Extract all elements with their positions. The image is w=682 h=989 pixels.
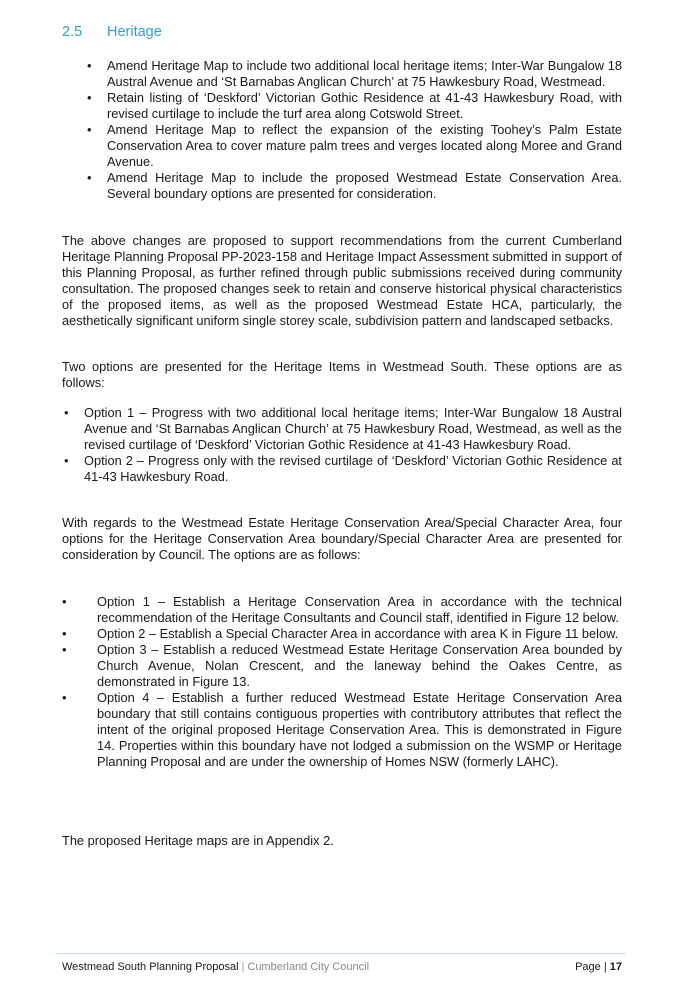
- bullet-icon: •: [62, 690, 67, 705]
- list-item: • Option 1 – Progress with two additional local heritage items; Inter-War Bungalow 18 Austral Avenue and ‘St Barnabas Anglican Church’ at 75 Hawkesbury Road, Westmead, as well as the revised curtilage of ‘Deskford’ Victorian Gothic Residence at 41-43 Hawkesbury Road.: [64, 405, 622, 452]
- section-title: Heritage: [107, 24, 162, 40]
- bullet-icon: •: [62, 594, 67, 609]
- list-item: • Option 4 – Establish a further reduced Westmead Estate Heritage Conservation Area boundary that still contains contiguous properties with contributory attributes that reflect the intent of the original proposed Heritage Conservation Area. This is demonstrated in Figure 14. Properties within this boundary have not lodged a submission on the WSMP or Heritage Planning Proposal and are under the ownership of Homes NSW (formerly LAHC).: [62, 690, 622, 769]
- footer-council: Cumberland City Council: [247, 961, 370, 973]
- page-footer: [62, 961, 622, 973]
- heritage-items-options-list: [62, 405, 622, 485]
- list-item: • Option 2 – Progress only with the revised curtilage of ‘Deskford’ Victorian Gothic Residence at 41-43 Hawkesbury Road.: [64, 453, 622, 484]
- paragraph-rationale: The above changes are proposed to support recommendations from the current Cumberland Heritage Planning Proposal PP-2023-158 and Heritage Impact Assessment submitted in support of this Planning Proposal, as further refined through public submissions received during community consultation. The proposed changes seek to retain and conserve historical physical characteristics of the proposed items, as well as the proposed Westmead Estate HCA, particularly, the aesthetically significant uniform single storey scale, subdivision pattern and landscaped setbacks.: [62, 233, 622, 328]
- section-number: 2.5: [62, 24, 83, 40]
- footer-separator: |: [241, 961, 245, 973]
- page-number: 17: [609, 961, 622, 973]
- bullet-icon: •: [62, 642, 67, 657]
- paragraph-options-intro: Two options are presented for the Heritage Items in Westmead South. These options are as follows:: [62, 359, 622, 390]
- list-item: • Option 3 – Establish a reduced Westmead Estate Heritage Conservation Area bounded by Church Avenue, Nolan Crescent, and the laneway behind the Oakes Centre, as demonstrated in Figure 13.: [62, 642, 622, 689]
- footer-divider: [56, 953, 626, 954]
- list-item: • Option 2 – Establish a Special Character Area in accordance with area K in Figure 11 below.: [62, 626, 619, 641]
- page-label: Page |: [575, 961, 607, 973]
- list-item: • Amend Heritage Map to reflect the expansion of the existing Toohey’s Palm Estate Conservation Area to cover mature palm trees and verges located along Moree and Grand Avenue.: [87, 122, 622, 169]
- bullet-icon: •: [87, 90, 92, 105]
- footer-doc-title: Westmead South Planning Proposal: [62, 961, 239, 973]
- paragraph-appendix-note: The proposed Heritage maps are in Appendix 2.: [62, 833, 334, 848]
- footer-left: [62, 961, 369, 973]
- list-item: • Option 1 – Establish a Heritage Conservation Area in accordance with the technical recommendation of the Heritage Consultants and Council staff, identified in Figure 12 below.: [62, 594, 622, 625]
- footer-page-number: [575, 961, 622, 973]
- hca-options-list: [62, 594, 622, 770]
- heritage-changes-list: [62, 58, 622, 202]
- paragraph-hca-intro: With regards to the Westmead Estate Heritage Conservation Area/Special Character Area, four options for the Heritage Conservation Area boundary/Special Character Area are presented for consideration by Council. The options are as follows:: [62, 515, 622, 562]
- bullet-icon: •: [87, 170, 92, 185]
- bullet-icon: •: [87, 122, 92, 137]
- bullet-icon: •: [62, 626, 67, 641]
- bullet-icon: •: [87, 58, 92, 73]
- list-item: • Amend Heritage Map to include two additional local heritage items; Inter-War Bungalow 18 Austral Avenue and ‘St Barnabas Anglican Church’ at 75 Hawkesbury Road, Westmead.: [87, 58, 622, 89]
- bullet-icon: •: [64, 405, 69, 420]
- bullet-icon: •: [64, 453, 69, 468]
- list-item: • Amend Heritage Map to include the proposed Westmead Estate Conservation Area. Several boundary options are presented for consideration.: [87, 170, 622, 201]
- section-heading: [62, 24, 162, 40]
- list-item: • Retain listing of ‘Deskford’ Victorian Gothic Residence at 41-43 Hawkesbury Road, with revised curtilage to include the turf area along Cotswold Street.: [87, 90, 622, 121]
